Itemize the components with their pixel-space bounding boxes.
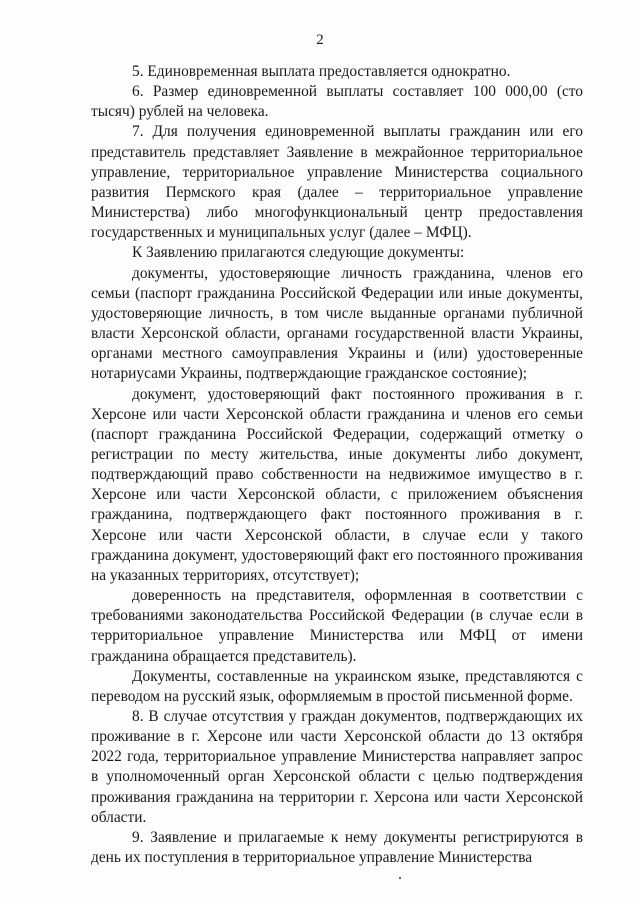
paragraph-5: 5. Единовременная выплата предоставляется однократно. <box>132 63 511 80</box>
list-item-residence-document: документ, удостоверяющий факт постоянного проживания в г. Херсоне или части Херсонской области гражданина и членов его семьи (паспорт гражданина Российской Федерации, содержащий отметку о регистрации по месту жительства, иные документы либо документ, подтверждающий право собственности на недвижимое имущество в г. Херсоне или части Херсонской области, с приложением объяснения гражданина, подтверждающего факт постоянного проживания в г. Херсоне или части Херсонской области, в случае если у такого гражданина документ, удостоверяющий факт его постоянного проживания на указанных территориях, отсутствует); <box>91 385 583 584</box>
documents-intro: К Заявлению прилагаются следующие документы: <box>132 244 465 262</box>
document-body <box>91 62 583 868</box>
translation-note: Документы, составленные на украинском языке, представляются с переводом на русский язык, оформляемым в простой письменной форме. <box>91 667 583 705</box>
paragraph-7: 7. Для получения единовременной выплаты гражданин или его представитель представляет Заявление в межрайонное территориальное управление, территориальное управление Министерства социального развития Пермского края (далее – территориальное управление Министерства) либо многофункциональный центр предоставления государственных и муниципальных услуг (далее – МФЦ). <box>91 123 583 242</box>
list-item-power-of-attorney: доверенность на представителя, оформленная в соответствии с требованиями законодательства Российской Федерации (в случае если в территориальное управление Министерства или МФЦ от имени гражданина обращается представитель). <box>91 587 583 665</box>
paragraph-6: 6. Размер единовременной выплаты составляет 100 000,00 (сто тысяч) рублей на человека. <box>91 83 583 121</box>
paragraph-8: 8. В случае отсутствия у граждан документов, подтверждающих их проживание в г. Херсоне или части Херсонской области до 13 октября 2022 года, территориальное управление Министерства направляет запрос в уполномоченный орган Херсонской области с целью подтверждения проживания гражданина на территории г. Херсона или части Херсонской области. <box>91 708 583 826</box>
scan-dot-mark <box>399 877 401 879</box>
page-number: 2 <box>316 32 324 48</box>
paragraph-9: 9. Заявление и прилагаемые к нему документы регистрируются в день их поступления в территориальное управление Министерства <box>91 828 583 867</box>
list-item-identity-documents: документы, удостоверяющие личность гражданина, членов его семьи (паспорт гражданина Российской Федерации или иные документы, удостоверяющие личность, в том числе выданные органами публичной власти Херсонской области, органами государственной власти Украины, органами местного самоуправления Украины и (или) удостоверенные нотариусами Украины, подтверждающие гражданское состояние); <box>91 264 583 383</box>
